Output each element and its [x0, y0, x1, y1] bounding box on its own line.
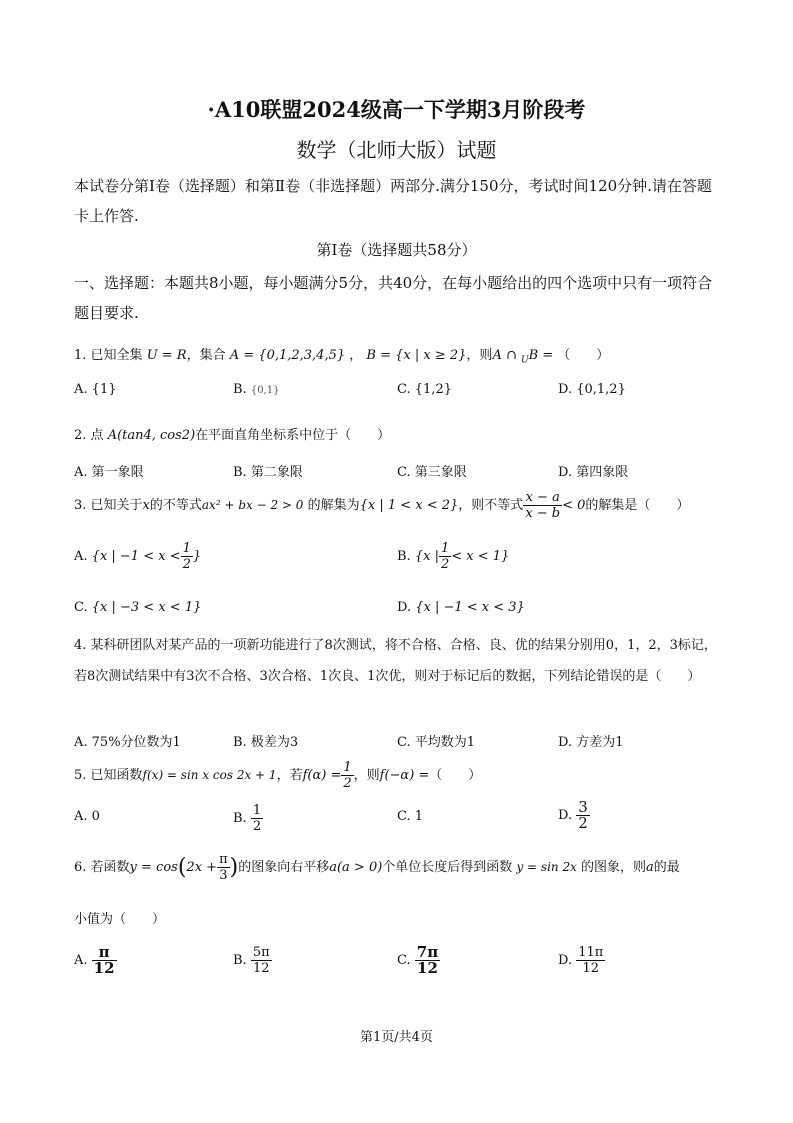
- question-5-stem: 5. 已知函数f(x) = sin x cos 2x + 1，若f(α) = $\frac{1}{2}$ ，则f(−α) =（ ）: [74, 760, 482, 791]
- exam-instructions: 本试卷分第Ⅰ卷（选择题）和第Ⅱ卷（非选择题）两部分.满分150分，考试时间120分钟.请在答题卡上作答.: [74, 177, 712, 225]
- q5-option-b: B. $\frac{1}{2}$: [233, 803, 262, 834]
- q2-option-a: A. 第一象限: [74, 465, 144, 480]
- q5-option-a: A. 0: [74, 809, 100, 824]
- question-6-stem-line2: 小值为（ ）: [74, 912, 166, 927]
- q5-option-d: D. $\frac{3}{2}$: [558, 798, 588, 832]
- q3-option-c: C. {x | −3 < x < 1}: [74, 600, 202, 615]
- universal-set: U = R: [146, 348, 187, 363]
- exam-title: ·A10联盟2024级高一下学期3月阶段考: [207, 97, 586, 122]
- q6-option-d: D. $\frac{11\pi}{12}$: [558, 945, 604, 976]
- question-1-stem: 1. 已知全集 U = R，集合 A = {0,1,2,3,4,5} ， B = {x | x ≥ 2}，则A ∩ $_U$B = （ ）: [74, 348, 610, 366]
- q6-option-a: A. $\frac{\pi}{12}$: [74, 943, 115, 977]
- q1-option-a: A. {1}: [74, 382, 117, 397]
- question-2-stem: 2. 点 A(tan4, cos2)在平面直角坐标系中位于（ ）: [74, 428, 391, 443]
- q6-option-c: C. $\frac{7\pi}{12}$: [397, 943, 439, 977]
- q3-fraction: $\frac{x - a}{x - b}$: [525, 490, 561, 521]
- q2-option-b: B. 第二象限: [233, 465, 303, 480]
- page-footer: 第1页/共4页: [360, 1030, 433, 1045]
- q4-option-a: A. 75%分位数为1: [74, 735, 181, 750]
- point-a: A(tan4, cos2): [107, 428, 196, 443]
- question-6-stem: 6. 若函数y = cos(2x + $\frac{\pi}{3}$ )的图象向右平移a(a > 0)个单位长度后得到函数 y = sin 2x 的图象，则a的最: [74, 852, 680, 883]
- set-a: A = {0,1,2,3,4,5}: [229, 348, 346, 363]
- q6-option-b: B. $\frac{5\pi}{12}$: [233, 945, 270, 976]
- q3-option-a: A. {x | −1 < x < $\frac{1}{2}$ }: [74, 541, 202, 572]
- q4-option-d: D. 方差为1: [558, 735, 624, 750]
- question-4-stem: 4. 某科研团队对某产品的一项新功能进行了8次测试，将不合格、合格、良、优的结果分别用0，1，2，3标记，若8次测试结果中有3次不合格、3次合格、1次良、1次优，则对于标记后的数据，下列结论错误的是（ ）: [74, 638, 717, 684]
- q4-option-b: B. 极差为3: [233, 735, 299, 750]
- question-3-stem: 3. 已知关于x的不等式ax² + bx − 2 > 0 的解集为{x | 1 < x < 2}，则不等式 $\frac{x - a}{x - b}$ < 0的解集是（ ）: [74, 490, 690, 521]
- q2-option-c: C. 第三象限: [397, 465, 467, 480]
- set-b: B = {x | x ≥ 2}: [366, 348, 467, 363]
- q3-option-b: B. {x | $\frac{1}{2}$ < x < 1}: [397, 541, 510, 572]
- q1-option-d: D. {0,1,2}: [558, 382, 626, 397]
- exam-subtitle: 数学（北师大版）试题: [296, 138, 497, 162]
- q3-option-d: D. {x | −1 < x < 3}: [397, 600, 525, 615]
- q1-option-b: B. {0,1}: [233, 382, 280, 397]
- section-header: 第Ⅰ卷（选择题共58分）: [316, 241, 477, 259]
- q2-option-d: D. 第四象限: [558, 465, 629, 480]
- q5-option-c: C. 1: [397, 809, 424, 824]
- q1-option-c: C. {1,2}: [397, 382, 452, 397]
- q4-option-c: C. 平均数为1: [397, 735, 476, 750]
- part-description: 一、选择题：本题共8小题，每小题满分5分，共40分，在每小题给出的四个选项中只有一项符合题目要求.: [74, 274, 713, 322]
